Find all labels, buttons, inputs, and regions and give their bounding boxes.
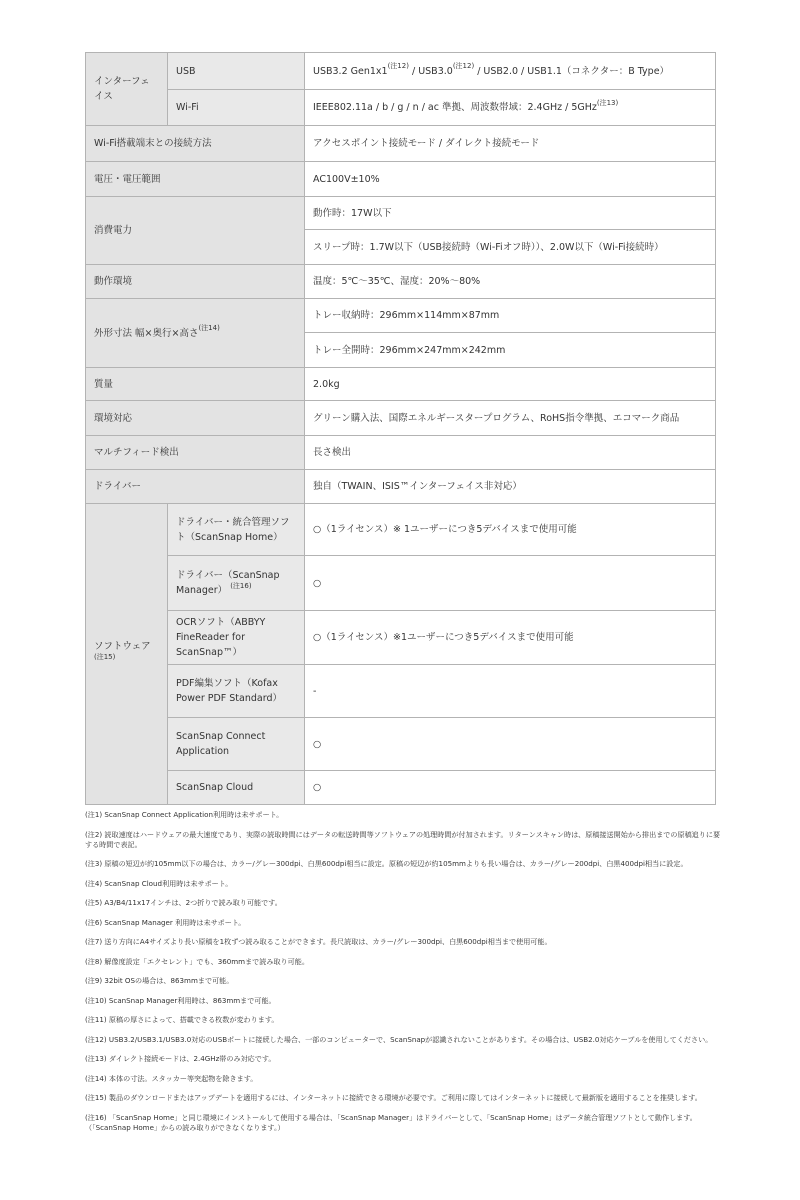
environment-label: 動作環境 [86, 265, 305, 299]
spec-row-environment [86, 265, 716, 299]
spec-row-software-4 [86, 665, 716, 718]
footnote-16: (注16) 「ScanSnap Home」と同じ環境にインストールして使用する場合は、「ScanSnap Manager」はドライバーとして、「ScanSnap Home」はデータ統合管理ソフトとして動作します。（「ScanSnap Home」からの読み取りができなくなります。） [85, 1112, 697, 1132]
multifeed-label: マルチフィード検出 [86, 436, 305, 470]
usb-value [305, 53, 716, 90]
footnote-1: (注1) ScanSnap Connect Application利用時は未サポート。 [85, 810, 284, 819]
software-item-value: ○ [305, 556, 716, 611]
footnote-12: (注12) USB3.2/USB3.1/USB3.0対応のUSBポートに接続した場合、一部のコンピューターで、ScanSnapが認識されないことがあります。その場合は、USB2.0対応ケーブルを使用してください。 [85, 1034, 713, 1044]
spec-row-usb [86, 53, 716, 90]
spec-row-software-5 [86, 718, 716, 771]
footnote-3: (注3) 原稿の短辺が約105mm以下の場合は、カラー/グレー300dpi、白黒600dpi相当に設定。原稿の短辺が約105mmよりも長い場合は、カラー/グレー200dpi、白黒400dpi相当に設定。 [85, 859, 688, 868]
footnote-13: (注13) ダイレクト接続モードは、2.4GHz帯のみ対応です。 [85, 1054, 276, 1063]
footnote-15: (注15) 製品のダウンロードまたはアップデートを適用するには、インターネットに接続できる環境が必要です。ご利用に際してはインターネットに接続して最新版を適用することを推奨します。 [85, 1093, 702, 1102]
footnote-6: (注6) ScanSnap Manager 利用時は未サポート。 [85, 917, 246, 927]
software-item-value: ○ [305, 771, 716, 805]
software-item-value: ○（1ライセンス）※1ユーザーにつき5デバイスまで使用可能 [305, 611, 716, 665]
software-item-value: ○（1ライセンス）※ 1ユーザーにつき5デバイスまで使用可能 [305, 504, 716, 556]
spec-row-software-2 [86, 556, 716, 611]
wifi-note: (注13) [596, 98, 619, 107]
dimensions-stored-value: トレー収納時：296mm×114mm×87mm [305, 299, 716, 333]
multifeed-value: 長さ検出 [305, 436, 716, 470]
software-note: (注15) [94, 652, 116, 661]
footnotes [85, 810, 725, 1133]
software-item-name: ドライバー・統合管理ソフト（ScanSnap Home） [168, 504, 305, 556]
usb-label: USB [168, 53, 305, 90]
spec-row-weight [86, 368, 716, 401]
spec-row-wifi-connection [86, 126, 716, 162]
software-item-value: ○ [305, 718, 716, 771]
software-label [86, 504, 168, 805]
spec-row-driver [86, 470, 716, 504]
spec-row-software-6 [86, 771, 716, 805]
spec-row-multifeed [86, 436, 716, 470]
environment-value: 温度：5℃～35℃、湿度：20%～80% [305, 265, 716, 299]
usb-note-1: (注12) [387, 62, 409, 71]
software-item-name [168, 556, 305, 611]
spec-row-wifi [86, 90, 716, 126]
wifi-connection-label: Wi-Fi搭載端末との接続方法 [86, 126, 305, 162]
footnote-8: (注8) 解像度設定「エクセレント」でも、360mmまで読み取り可能。 [85, 956, 309, 966]
spec-row-power-operating [86, 197, 716, 230]
software-item-name: PDF編集ソフト（Kofax Power PDF Standard） [168, 665, 305, 718]
driver-value: 独自（TWAIN、ISIS™インターフェイス非対応） [305, 470, 716, 504]
voltage-label: 電圧・電圧範囲 [86, 162, 305, 197]
power-label: 消費電力 [86, 197, 305, 265]
spec-row-software-1 [86, 504, 716, 556]
usb-value-part1: USB3.2 Gen1x1 [313, 65, 388, 77]
software-item-name: ScanSnap Cloud [168, 771, 305, 805]
dimensions-label-text: 外形寸法 幅×奥行×高さ [94, 327, 199, 339]
footnote-4: (注4) ScanSnap Cloud利用時は未サポート。 [85, 878, 233, 888]
software-label-text: ソフトウェア [94, 641, 151, 652]
software-item-note: (注16) [230, 581, 252, 590]
dimensions-open-value: トレー全開時：296mm×247mm×242mm [305, 333, 716, 368]
software-item-name-text: ドライバー（ScanSnap Manager） [176, 570, 280, 596]
power-operating-value: 動作時：17W以下 [305, 197, 716, 230]
usb-value-part2: / USB3.0 [408, 65, 453, 77]
footnote-7: (注7) 送り方向にA4サイズより長い原稿を1枚ずつ読み取ることができます。長尺読取は、カラー/グレー300dpi、白黒600dpi相当まで使用可能。 [85, 937, 552, 946]
spec-row-software-3 [86, 611, 716, 665]
voltage-value: AC100V±10% [305, 162, 716, 197]
software-item-name: OCRソフト（ABBYY FineReader for ScanSnap™） [168, 611, 305, 665]
footnote-14: (注14) 本体の寸法。スタッカー等突起物を除きます。 [85, 1073, 258, 1083]
wifi-label: Wi-Fi [168, 90, 305, 126]
eco-label: 環境対応 [86, 401, 305, 436]
spec-table [85, 52, 716, 805]
footnote-5: (注5) A3/B4/11x17インチは、2つ折りで読み取り可能です。 [85, 898, 282, 907]
footnote-10: (注10) ScanSnap Manager利用時は、863mmまで可能。 [85, 995, 276, 1005]
footnote-2: (注2) 読取速度はハードウェアの最大速度であり、実際の読取時間にはデータの転送時間等ソフトウェアの処理時間が付加されます。リターンスキャン時は、原稿接送開始から排出までの原稿追りに要する時間で表記。 [85, 829, 721, 849]
spec-row-voltage [86, 162, 716, 197]
driver-label: ドライバー [86, 470, 305, 504]
dimensions-label [86, 299, 305, 368]
software-item-name: ScanSnap Connect Application [168, 718, 305, 771]
software-item-value: - [305, 665, 716, 718]
spec-row-eco [86, 401, 716, 436]
footnote-11: (注11) 原稿の厚さによって、搭載できる枚数が変わります。 [85, 1015, 279, 1024]
usb-note-2: (注12) [452, 62, 475, 71]
weight-value: 2.0kg [305, 368, 716, 401]
dimensions-note: (注14) [198, 324, 220, 333]
spec-row-dimensions-stored [86, 299, 716, 333]
eco-value: グリーン購入法、国際エネルギースタープログラム、RoHS指令準拠、エコマーク商品 [305, 401, 716, 436]
footnote-9: (注9) 32bit OSの場合は、863mmまで可能。 [85, 976, 234, 985]
wifi-value [305, 90, 716, 126]
interface-label: インターフェイス [86, 53, 168, 126]
wifi-value-text: IEEE802.11a / b / g / n / ac 準拠、周波数帯域：2.4GHz / 5GHz [313, 102, 597, 113]
power-sleep-value: スリープ時：1.7W以下（USB接続時（Wi-Fiオフ時））、2.0W以下（Wi-Fi接続時） [305, 230, 716, 265]
weight-label: 質量 [86, 368, 305, 401]
usb-value-part3: / USB2.0 / USB1.1（コネクター：B Type） [474, 65, 670, 77]
wifi-connection-value: アクセスポイント接続モード / ダイレクト接続モード [305, 126, 716, 162]
